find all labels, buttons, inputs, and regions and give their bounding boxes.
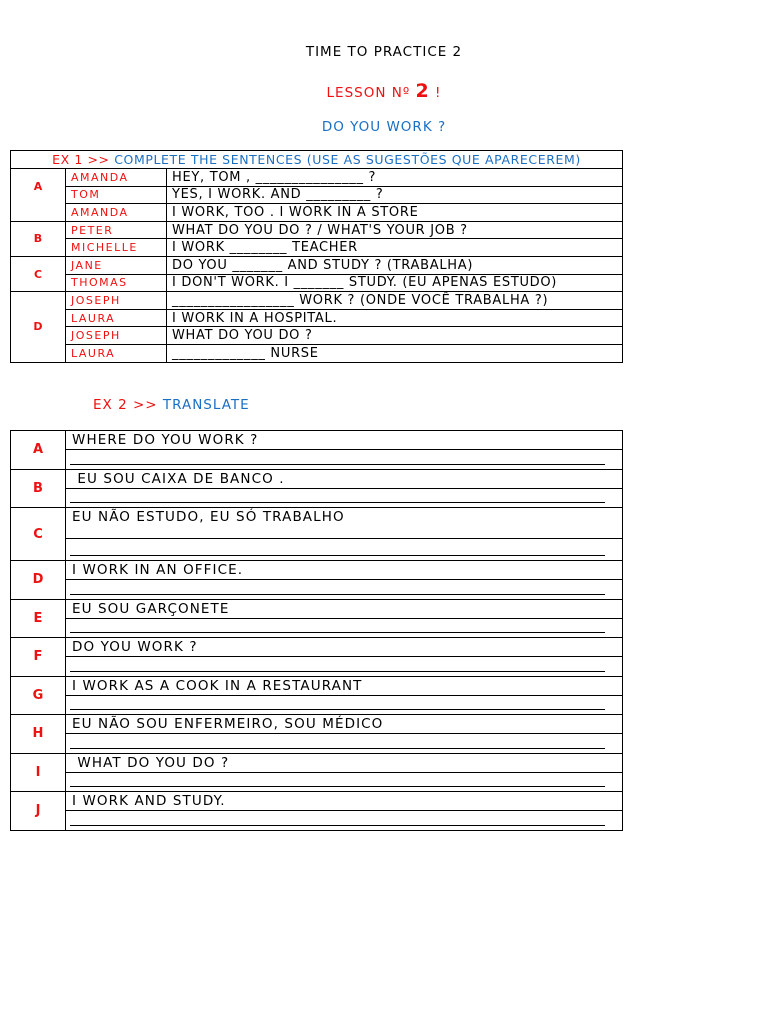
answer-line [70, 748, 605, 749]
dialogue-row [11, 186, 623, 204]
answer-row [11, 695, 623, 715]
dialogue-row [11, 221, 623, 239]
exercise-2-instruction: TRANSLATE [162, 397, 250, 413]
item-letter: B [11, 469, 66, 508]
answer-cell [66, 618, 623, 638]
dialogue-row [11, 344, 623, 362]
lesson-suffix: ! [435, 85, 442, 101]
item-row [11, 715, 623, 734]
sentence-cell: I WORK, TOO . I WORK IN A STORE [167, 204, 623, 222]
answer-cell [66, 734, 623, 754]
sentence-cell: I WORK ________ TEACHER [167, 239, 623, 257]
sentence-cell: _____________ NURSE [167, 344, 623, 362]
item-letter: G [11, 676, 66, 715]
sentence-cell: I WORK IN A HOSPITAL. [167, 309, 623, 327]
translation-prompt: I WORK IN AN OFFICE. [66, 561, 623, 580]
item-row [11, 638, 623, 657]
dialogue-row [11, 256, 623, 274]
speaker-name: PETER [66, 221, 167, 239]
exercise-1-header-row [11, 151, 623, 169]
answer-line [70, 464, 605, 465]
sentence-cell: DO YOU _______ AND STUDY ? (TRABALHA) [167, 256, 623, 274]
exercise-2-label: EX 2 >> [93, 397, 158, 413]
speaker-name: JANE [66, 256, 167, 274]
sentence-cell: WHAT DO YOU DO ? / WHAT'S YOUR JOB ? [167, 221, 623, 239]
speaker-name: LAURA [66, 309, 167, 327]
answer-line [70, 825, 605, 826]
sentence-cell: HEY, TOM , _______________ ? [167, 169, 623, 187]
item-letter: F [11, 638, 66, 677]
answer-line [70, 502, 605, 503]
group-letter: A [11, 169, 66, 222]
item-row [11, 792, 623, 811]
translation-prompt: I WORK AND STUDY. [66, 792, 623, 811]
speaker-name: AMANDA [66, 169, 167, 187]
dialogue-row [11, 292, 623, 310]
answer-cell [66, 695, 623, 715]
answer-cell [66, 811, 623, 831]
item-letter: C [11, 508, 66, 561]
speaker-name: JOSEPH [66, 292, 167, 310]
exercise-1-header [11, 151, 623, 169]
item-letter: H [11, 715, 66, 754]
lesson-number: 2 [415, 80, 430, 102]
dialogue-row [11, 204, 623, 222]
lesson-heading [0, 80, 768, 104]
group-letter: C [11, 256, 66, 291]
speaker-name: TOM [66, 186, 167, 204]
item-letter: A [11, 431, 66, 470]
item-row [11, 508, 623, 539]
answer-row [11, 618, 623, 638]
dialogue-row [11, 239, 623, 257]
dialogue-row [11, 169, 623, 187]
speaker-name: THOMAS [66, 274, 167, 292]
translation-prompt: EU SOU CAIXA DE BANCO . [66, 469, 623, 488]
exercise-2-heading [93, 396, 250, 414]
group-letter: B [11, 221, 66, 256]
answer-row [11, 734, 623, 754]
answer-line [70, 709, 605, 710]
translation-prompt: EU NÃO ESTUDO, EU SÓ TRABALHO [66, 508, 623, 539]
translation-prompt: WHERE DO YOU WORK ? [66, 431, 623, 450]
exercise-1-instruction: COMPLETE THE SENTENCES (USE AS SUGESTÕES QUE APARECEREM) [114, 152, 581, 167]
speaker-name: MICHELLE [66, 239, 167, 257]
answer-row [11, 811, 623, 831]
answer-cell [66, 488, 623, 508]
item-row [11, 431, 623, 450]
answer-row [11, 488, 623, 508]
speaker-name: JOSEPH [66, 327, 167, 345]
answer-row [11, 772, 623, 792]
translation-prompt: EU SOU GARÇONETE [66, 599, 623, 618]
item-row [11, 676, 623, 695]
exercise-2-table [10, 430, 623, 831]
page-title: TIME TO PRACTICE 2 [305, 44, 463, 60]
sentence-cell: _________________ WORK ? (ONDE VOCÊ TRABALHA ?) [167, 292, 623, 310]
speaker-name: AMANDA [66, 204, 167, 222]
answer-line [70, 786, 605, 787]
dialogue-row [11, 274, 623, 292]
answer-row [11, 450, 623, 470]
answer-row [11, 580, 623, 600]
exercise-1-table [10, 150, 623, 363]
speaker-name: LAURA [66, 344, 167, 362]
answer-line [70, 632, 605, 633]
translation-prompt: EU NÃO SOU ENFERMEIRO, SOU MÉDICO [66, 715, 623, 734]
exercise-1-label: EX 1 >> [52, 152, 110, 167]
item-row [11, 469, 623, 488]
translation-prompt: DO YOU WORK ? [66, 638, 623, 657]
sentence-cell: YES, I WORK. AND _________ ? [167, 186, 623, 204]
answer-line [70, 594, 605, 595]
item-letter: D [11, 561, 66, 600]
item-row [11, 561, 623, 580]
answer-cell [66, 580, 623, 600]
answer-cell [66, 772, 623, 792]
answer-row [11, 657, 623, 677]
item-row [11, 753, 623, 772]
translation-prompt: I WORK AS A COOK IN A RESTAURANT [66, 676, 623, 695]
dialogue-row [11, 327, 623, 345]
answer-cell [66, 539, 623, 561]
answer-line [70, 555, 605, 556]
group-letter: D [11, 292, 66, 362]
answer-line [70, 671, 605, 672]
dialogue-row [11, 309, 623, 327]
item-row [11, 599, 623, 618]
item-letter: J [11, 792, 66, 831]
answer-cell [66, 450, 623, 470]
page-subtitle: DO YOU WORK ? [321, 119, 447, 135]
answer-cell [66, 657, 623, 677]
answer-row [11, 539, 623, 561]
item-letter: I [11, 753, 66, 792]
lesson-prefix: LESSON Nº [326, 85, 411, 101]
sentence-cell: I DON'T WORK. I _______ STUDY. (EU APENAS ESTUDO) [167, 274, 623, 292]
sentence-cell: WHAT DO YOU DO ? [167, 327, 623, 345]
item-letter: E [11, 599, 66, 638]
translation-prompt: WHAT DO YOU DO ? [66, 753, 623, 772]
